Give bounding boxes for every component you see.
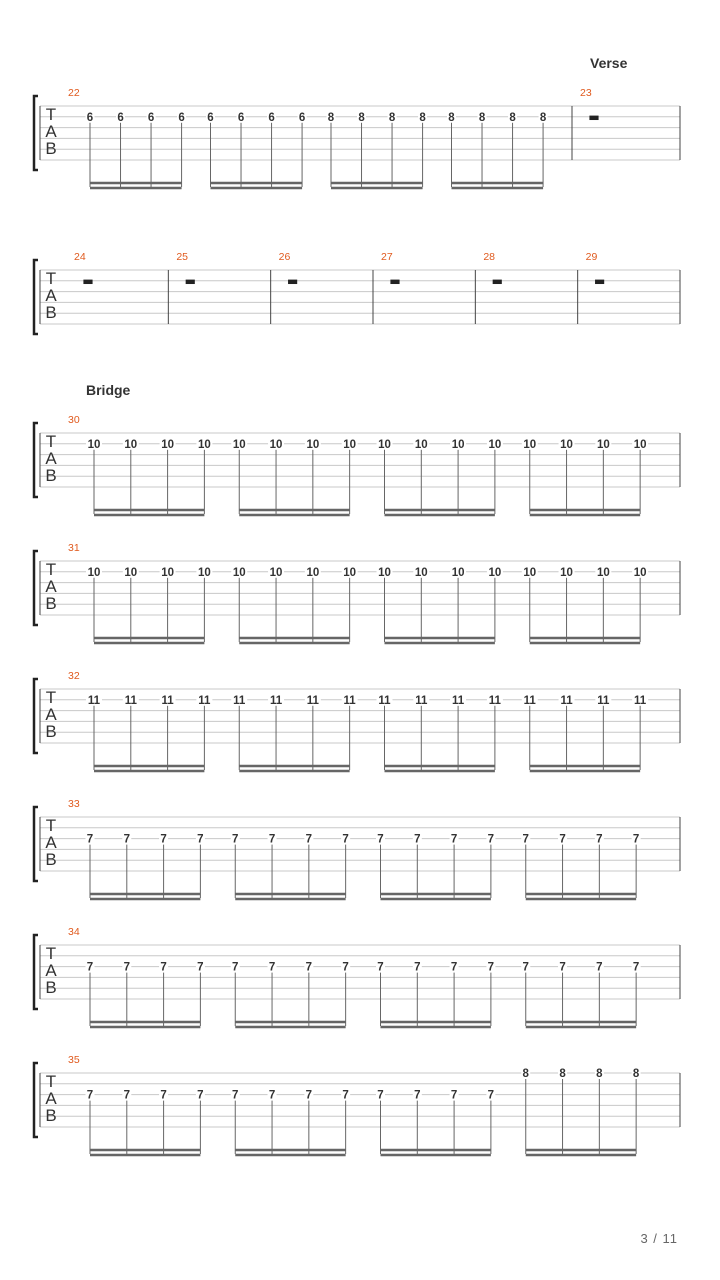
measure-number: 29 (585, 251, 598, 263)
fret-number: 10 (451, 438, 465, 451)
fret-number: 11 (269, 694, 283, 707)
fret-number: 7 (160, 1089, 167, 1102)
fret-number: 7 (450, 1089, 458, 1102)
fret-number: 6 (237, 111, 245, 124)
fret-number: 10 (232, 438, 246, 451)
fret-number: 11 (523, 694, 536, 707)
fret-number: 8 (596, 1068, 603, 1080)
tab-clef-letter: B (45, 978, 57, 997)
fret-number: 11 (597, 694, 610, 707)
fret-number: 10 (161, 438, 174, 451)
fret-number: 7 (232, 1089, 239, 1102)
fret-number: 6 (178, 111, 185, 124)
rest-symbol: ▬ (286, 273, 299, 288)
fret-number: 10 (343, 566, 357, 579)
fret-number: 7 (123, 833, 130, 846)
fret-number: 10 (560, 438, 573, 451)
fret-number: 6 (86, 111, 94, 124)
fret-number: 7 (268, 833, 276, 846)
tab-clef-letter: A (45, 1089, 57, 1108)
measure-number: 26 (278, 251, 291, 263)
fret-number: 7 (160, 833, 167, 846)
fret-number: 10 (197, 566, 211, 579)
fret-number: 7 (377, 1089, 384, 1102)
fret-number: 8 (448, 111, 455, 124)
fret-number: 10 (87, 566, 101, 579)
fret-number: 10 (378, 566, 391, 579)
fret-number: 10 (633, 438, 647, 451)
measure-number: 27 (381, 251, 393, 263)
fret-number: 7 (596, 833, 603, 846)
fret-number: 7 (414, 833, 421, 846)
fret-number: 6 (298, 111, 306, 124)
fret-number: 7 (414, 1089, 421, 1102)
tab-clef-letter: A (45, 705, 57, 724)
fret-number: 10 (124, 438, 138, 451)
fret-number: 7 (268, 1089, 276, 1102)
fret-number: 7 (86, 961, 94, 974)
fret-number: 7 (450, 833, 458, 846)
rest-symbol: ▬ (389, 273, 401, 288)
fret-number: 7 (197, 833, 204, 846)
tab-clef-letter: T (45, 269, 57, 288)
fret-number: 10 (488, 438, 502, 451)
fret-number: 7 (342, 1089, 349, 1102)
measure-number: 22 (68, 87, 80, 99)
fret-number: 10 (124, 566, 138, 579)
fret-number: 7 (342, 961, 349, 974)
section-label: Verse (590, 55, 628, 71)
tab-clef-letter: A (45, 577, 57, 596)
fret-number: 10 (378, 438, 391, 451)
tab-clef-letter: T (45, 816, 57, 835)
fret-number: 11 (378, 694, 391, 707)
fret-number: 8 (419, 111, 426, 124)
tab-clef-letter: T (45, 105, 57, 124)
fret-number: 8 (539, 111, 547, 124)
fret-number: 10 (197, 438, 211, 451)
fret-number: 6 (117, 111, 124, 124)
fret-number: 11 (233, 694, 246, 707)
tab-clef-letter: B (45, 594, 57, 613)
fret-number: 8 (632, 1068, 640, 1080)
fret-number: 7 (450, 961, 458, 974)
fret-number: 7 (559, 833, 566, 846)
fret-number: 10 (306, 438, 320, 451)
tab-clef-letter: B (45, 1106, 57, 1125)
fret-number: 11 (306, 694, 319, 707)
system-bracket (34, 1063, 38, 1137)
fret-number: 7 (632, 833, 640, 846)
fret-number: 10 (633, 566, 647, 579)
fret-number: 11 (87, 694, 101, 707)
fret-number: 7 (160, 961, 167, 974)
fret-number: 11 (560, 694, 573, 707)
fret-number: 7 (522, 833, 529, 846)
fret-number: 7 (377, 833, 384, 846)
system-bracket (34, 807, 38, 881)
fret-number: 10 (269, 566, 283, 579)
fret-number: 7 (487, 1089, 495, 1102)
tab-clef-letter: T (45, 1072, 57, 1091)
fret-number: 7 (487, 833, 495, 846)
system-bracket (34, 96, 38, 170)
measure-number: 31 (68, 542, 80, 554)
fret-number: 7 (487, 961, 495, 974)
fret-number: 10 (269, 438, 283, 451)
measure-number: 28 (483, 251, 496, 263)
fret-number: 10 (414, 566, 428, 579)
fret-number: 7 (123, 1089, 130, 1102)
fret-number: 10 (343, 438, 357, 451)
tab-clef-letter: T (45, 944, 57, 963)
fret-number: 11 (415, 694, 428, 707)
rest-symbol: ▬ (491, 273, 504, 288)
measure-number: 23 (580, 87, 592, 99)
rest-symbol: ▬ (184, 273, 197, 288)
fret-number: 10 (414, 438, 428, 451)
fret-number: 7 (268, 961, 276, 974)
fret-number: 11 (198, 694, 211, 707)
system-bracket (34, 935, 38, 1009)
measure-number: 33 (68, 798, 80, 810)
fret-number: 10 (161, 566, 174, 579)
measure-number: 25 (176, 251, 189, 263)
rest-symbol: ▬ (588, 109, 600, 124)
fret-number: 7 (305, 961, 313, 974)
fret-number: 7 (197, 1089, 204, 1102)
tab-clef-letter: A (45, 286, 57, 305)
measure-number: 32 (68, 670, 80, 682)
fret-number: 8 (358, 111, 365, 124)
fret-number: 8 (388, 111, 396, 124)
tab-clef-letter: T (45, 432, 57, 451)
fret-number: 7 (232, 961, 239, 974)
fret-number: 7 (86, 1089, 94, 1102)
fret-number: 7 (86, 833, 94, 846)
system-bracket (34, 551, 38, 625)
fret-number: 7 (377, 961, 384, 974)
tab-clef-letter: T (45, 688, 57, 707)
fret-number: 11 (343, 694, 356, 707)
fret-number: 10 (596, 566, 610, 579)
fret-number: 10 (451, 566, 465, 579)
system-bracket (34, 423, 38, 497)
fret-number: 10 (87, 438, 101, 451)
fret-number: 6 (268, 111, 275, 124)
fret-number: 10 (488, 566, 502, 579)
fret-number: 11 (452, 694, 465, 707)
tab-clef-letter: B (45, 466, 57, 485)
measure-number: 35 (68, 1054, 80, 1066)
fret-number: 7 (232, 833, 239, 846)
fret-number: 7 (559, 961, 566, 974)
fret-number: 6 (207, 111, 214, 124)
system-bracket (34, 679, 38, 753)
fret-number: 10 (306, 566, 320, 579)
measure-number: 30 (68, 414, 80, 426)
fret-number: 8 (327, 111, 335, 124)
tab-clef-letter: B (45, 139, 57, 158)
tab-clef-letter: A (45, 961, 57, 980)
system-bracket (34, 260, 38, 334)
fret-number: 8 (522, 1068, 529, 1080)
tab-clef-letter: B (45, 303, 57, 322)
tab-clef-letter: A (45, 122, 57, 141)
fret-number: 7 (596, 961, 603, 974)
fret-number: 7 (123, 961, 130, 974)
fret-number: 7 (305, 833, 313, 846)
fret-number: 11 (488, 694, 501, 707)
tab-clef-letter: B (45, 722, 57, 741)
fret-number: 6 (147, 111, 155, 124)
fret-number: 8 (478, 111, 486, 124)
tab-clef-letter: B (45, 850, 57, 869)
fret-number: 10 (560, 566, 573, 579)
tab-clef-letter: A (45, 833, 57, 852)
fret-number: 8 (509, 111, 516, 124)
page-number: 3 / 11 (640, 1231, 678, 1246)
fret-number: 11 (634, 694, 647, 707)
fret-number: 10 (523, 438, 537, 451)
fret-number: 10 (523, 566, 537, 579)
fret-number: 7 (632, 961, 640, 974)
fret-number: 8 (559, 1068, 566, 1080)
measure-number: 34 (68, 926, 80, 938)
tab-clef-letter: A (45, 449, 57, 468)
rest-symbol: ▬ (593, 273, 606, 288)
fret-number: 11 (161, 694, 174, 707)
fret-number: 7 (342, 833, 349, 846)
fret-number: 10 (596, 438, 610, 451)
fret-number: 10 (232, 566, 246, 579)
section-label: Bridge (86, 382, 131, 398)
fret-number: 11 (124, 694, 137, 707)
fret-number: 7 (522, 961, 529, 974)
rest-symbol: ▬ (82, 273, 94, 288)
fret-number: 7 (197, 961, 204, 974)
fret-number: 7 (414, 961, 421, 974)
tab-clef-letter: T (45, 560, 57, 579)
fret-number: 7 (305, 1089, 313, 1102)
measure-number: 24 (74, 251, 86, 263)
